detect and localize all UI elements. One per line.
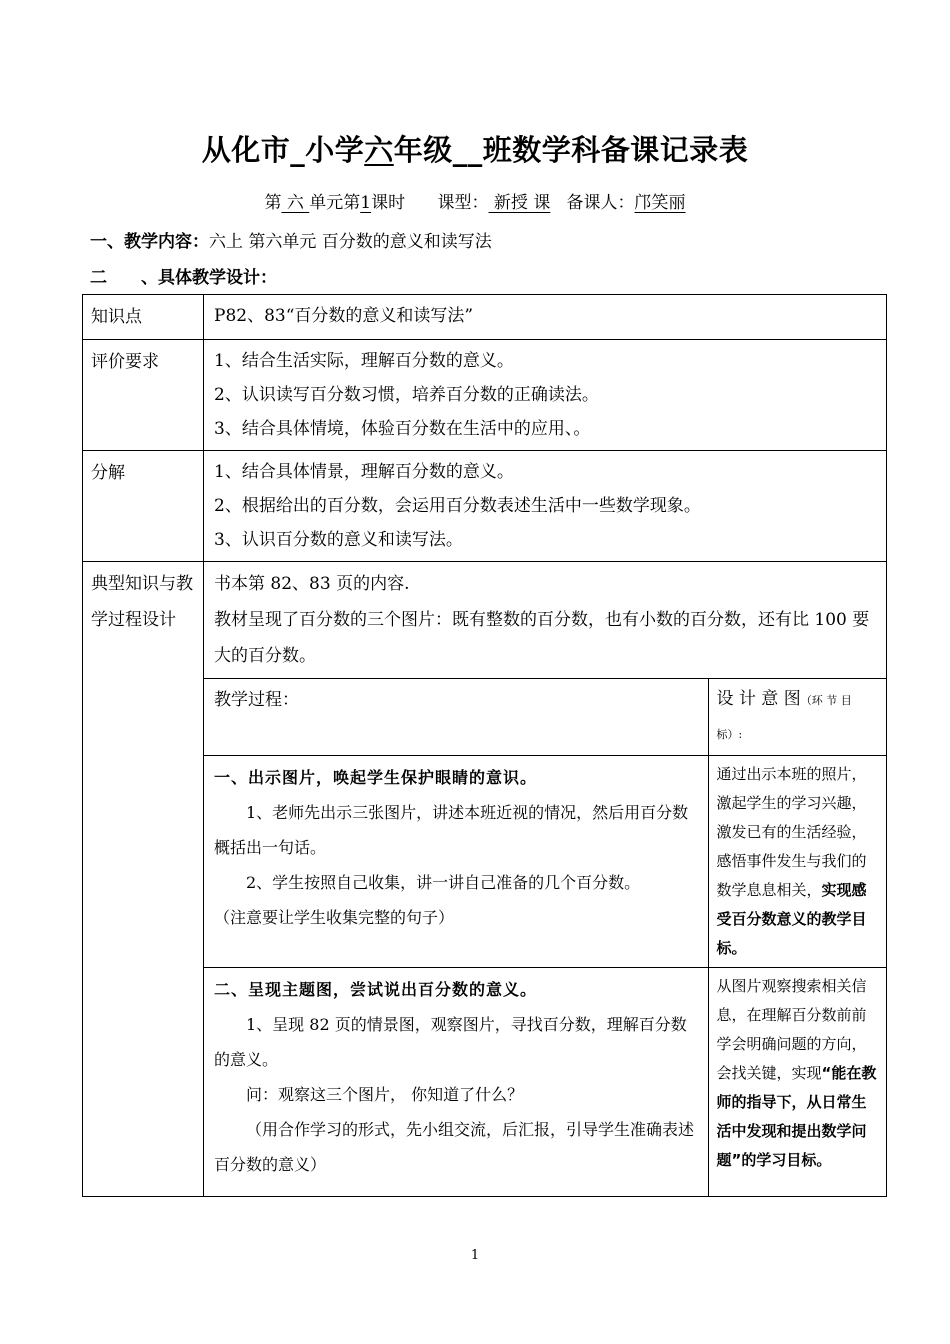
lesson-number: 1	[360, 193, 372, 213]
step-2-intent: 从图片观察搜索相关信息，在理解百分数前前学会明确问题的方向，会找关键，实现“能在教师的指导下，从日常生活中发现和提出数学问题”的学习目标。	[708, 968, 887, 1197]
unit-number: 六	[281, 193, 310, 213]
design-heading: 二 、具体教学设计：	[90, 268, 277, 288]
typical-label: 典型知识与教学过程设计	[83, 562, 204, 1197]
table-row-knowledge	[83, 295, 887, 340]
process-table	[204, 678, 887, 1196]
step-1-process: 一、出示图片，唤起学生保护眼睛的意识。 1、老师先出示三张图片，讲述本班近视的情况，然后用百分数概括出一句话。 2、学生按照自己收集，讲一讲自己准备的几个百分数。 （注意要让学生收集完整的句子）	[204, 756, 708, 968]
page-number: 1	[470, 1248, 480, 1263]
lesson-info-line: 第 六 单元第1课时 课型： 新授 课 备课人：邝笑丽	[264, 193, 686, 213]
step-row-1	[204, 756, 887, 968]
process-header: 教学过程：	[204, 679, 708, 756]
table-row-evaluation	[83, 340, 887, 451]
preparer-name: 邝笑丽	[634, 193, 686, 213]
lesson-plan-table	[82, 294, 887, 1197]
evaluation-items: 1、结合生活实际，理解百分数的意义。 2、认识读写百分数习惯，培养百分数的正确读法。 3、结合具体情境，体验百分数在生活中的应用、。	[204, 340, 887, 451]
teaching-content: 一、教学内容：六上 第六单元 百分数的意义和读写法	[90, 232, 492, 252]
table-row-breakdown	[83, 451, 887, 562]
lesson-type: 新授 课	[488, 193, 551, 213]
step-1-intent: 通过出示本班的照片，激起学生的学习兴趣，激发已有的生活经验，感悟事件发生与我们的数学息息相关，实现感受百分数意义的教学目标。	[708, 756, 887, 968]
page-title: 从化市_小学六年级__班数学科备课记录表	[201, 133, 749, 167]
table-row-typical	[83, 562, 887, 1197]
process-header-row	[204, 679, 887, 756]
evaluation-label: 评价要求	[83, 340, 204, 451]
grade-value: 六	[364, 133, 394, 167]
step-2-process: 二、呈现主题图，尝试说出百分数的意义。 1、呈现 82 页的情景图，观察图片，寻找百分数，理解百分数的意义。 问：观察这三个图片， 你知道了什么？ （用合作学习的形式，先小组交流，后汇报，引导学生准确表述百分数的意义）	[204, 968, 708, 1197]
step-row-2	[204, 968, 887, 1197]
knowledge-label: 知识点	[83, 295, 204, 340]
breakdown-items: 1、结合具体情景，理解百分数的意义。 2、根据给出的百分数，会运用百分数表述生活中一些数学现象。 3、认识百分数的意义和读写法。	[204, 451, 887, 562]
intent-header: 设 计 意 图（环 节 目 标）:	[708, 679, 887, 756]
knowledge-text: P82、83“百分数的意义和读写法”	[204, 295, 887, 340]
breakdown-label: 分解	[83, 451, 204, 562]
typical-content: 书本第 82、83 页的内容. 教材呈现了百分数的三个图片：既有整数的百分数，也有小数的百分数，还有比 100 要大的百分数。 教学过程： 设 计 意 图（环 节 目 标）: 一、出示图片，唤起学生保护眼睛的意识。 1、老师先出示三张图片，讲述本班近视的情况，然后用百分数概括出一句话。 2、学生按照自己收集，讲一讲自己准备的几个百分数。 （注意要让学生收集完整的句子） 通过出示本班的照片，激起学生的学习兴趣，激发已有的生活经验，感悟事件发生与我们的数学息息相关，实现感受百分数意义的教学目标。 二、呈现主题图，尝试说出百分数的意义。 1、呈现 82 页的情景图，观察图片，寻找百分数，理解百分数的意义。 问：观察这三个图片， 你知道了什么？ （用合作学习的形式，先小组交流，后汇报，引导学生准确表述百分数的意义） 从图片观察搜索相关信息，在理解百分数前前学会明确问题的方向，会找关键，实现“能在教师的指导下，从日常生活中发现和提出数学问题”的学习目标。	[204, 562, 887, 1197]
